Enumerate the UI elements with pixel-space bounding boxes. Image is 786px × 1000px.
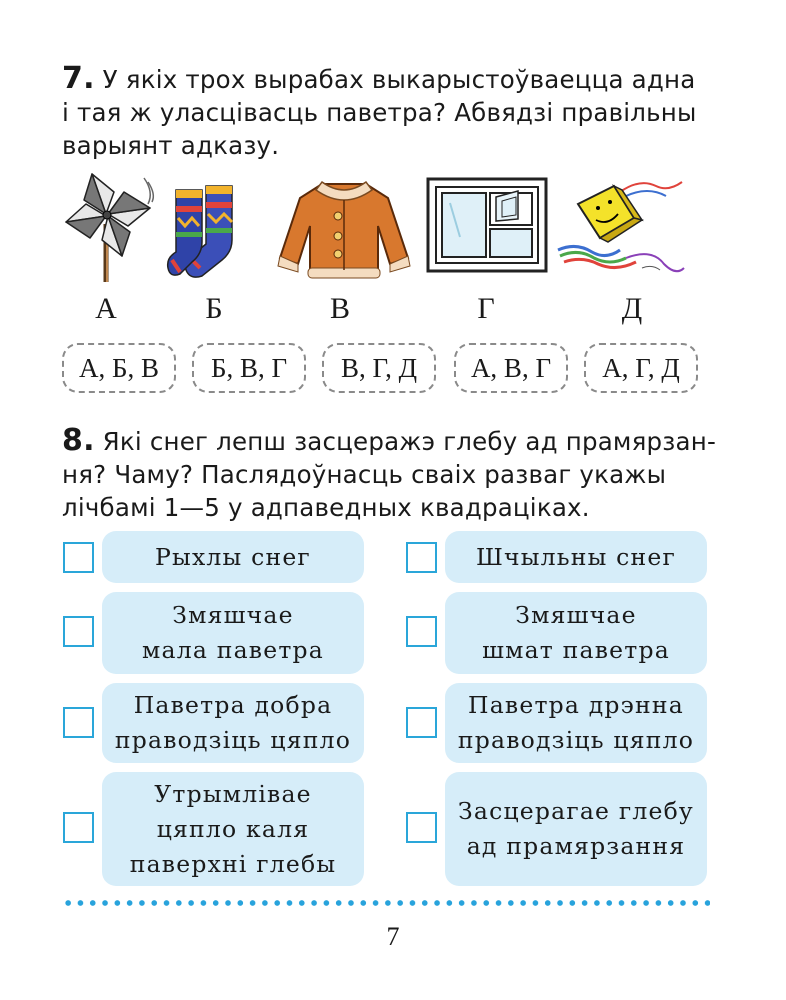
card-protects-soil: [445, 772, 707, 886]
card-line: Утрымлівае: [154, 779, 312, 808]
task-7-line-1: У якіх трох вырабах выкарыстоўваецца адна: [102, 65, 696, 94]
answer-option-4[interactable]: А, В, Г: [454, 343, 568, 393]
order-checkbox-left-3[interactable]: [63, 707, 94, 738]
double-window-icon: [426, 177, 548, 273]
item-letter-b: Б: [205, 292, 223, 325]
card-keeps-heat: [102, 772, 364, 886]
card-line: цяпло каля: [156, 814, 310, 843]
card-line: Змяшчае: [172, 601, 294, 629]
card-line: Змяшчае: [515, 601, 637, 629]
order-checkbox-left-1[interactable]: [63, 542, 94, 573]
order-checkbox-left-2[interactable]: [63, 616, 94, 647]
item-letter-a: А: [95, 292, 117, 325]
card-line: ад прамярзання: [466, 832, 686, 860]
answer-option-5[interactable]: А, Г, Д: [584, 343, 698, 393]
order-checkbox-right-2[interactable]: [406, 616, 437, 647]
fur-coat-icon: [276, 176, 412, 280]
order-checkbox-right-4[interactable]: [406, 812, 437, 843]
card-line: праводзіць цяпло: [114, 726, 352, 754]
task-8-line-1: Які снег лепш засцеражэ глебу ад прамярзан-: [102, 427, 716, 456]
card-dense-snow: [445, 531, 707, 583]
card-line: Паветра дрэнна: [468, 691, 684, 719]
task-7-line-2: і тая ж уласцівасць паветра? Абвядзі правільны: [62, 98, 697, 127]
answer-option-3[interactable]: В, Г, Д: [322, 343, 436, 393]
item-letter-v: В: [329, 292, 350, 325]
item-letter-d: Д: [621, 292, 643, 325]
answer-option-1[interactable]: А, Б, В: [62, 343, 176, 393]
answer-option-2[interactable]: Б, В, Г: [192, 343, 306, 393]
task-8-number: 8.: [62, 423, 95, 458]
task-8-question: [62, 424, 722, 524]
task-7-number: 7.: [62, 61, 95, 96]
card-line: Шчыльны снег: [475, 542, 677, 571]
pinwheel-icon: [62, 170, 158, 286]
kite-icon: [556, 172, 686, 282]
card-line: мала паветра: [142, 636, 324, 664]
card-much-air: [445, 592, 707, 674]
dotted-divider: [62, 899, 710, 907]
order-checkbox-right-1[interactable]: [406, 542, 437, 573]
order-checkbox-right-3[interactable]: [406, 707, 437, 738]
task-7-line-3: варыянт адказу.: [62, 131, 280, 160]
card-good-conductor: [102, 683, 364, 763]
task-8-line-3: лічбамі 1—5 у адпаведных квадрацiках.: [62, 493, 590, 522]
order-checkbox-left-4[interactable]: [63, 812, 94, 843]
card-little-air: [102, 592, 364, 674]
card-line: шмат паветра: [482, 636, 670, 664]
task-8-line-2: ня? Чаму? Паслядоўнасць сваіх разваг укажы: [62, 460, 667, 489]
task-7-question: [62, 62, 722, 162]
card-poor-conductor: [445, 683, 707, 763]
card-line: паверхні глебы: [129, 849, 337, 878]
card-line: Засцерагае глебу: [458, 797, 694, 825]
card-line: Паветра добра: [133, 691, 333, 719]
socks-icon: [166, 180, 266, 280]
card-line: праводзіць цяпло: [457, 726, 695, 754]
page-number: 7: [386, 922, 400, 951]
card-loose-snow: [102, 531, 364, 583]
item-letter-g: Г: [477, 292, 495, 325]
card-line: Рыхлы снег: [155, 542, 311, 571]
